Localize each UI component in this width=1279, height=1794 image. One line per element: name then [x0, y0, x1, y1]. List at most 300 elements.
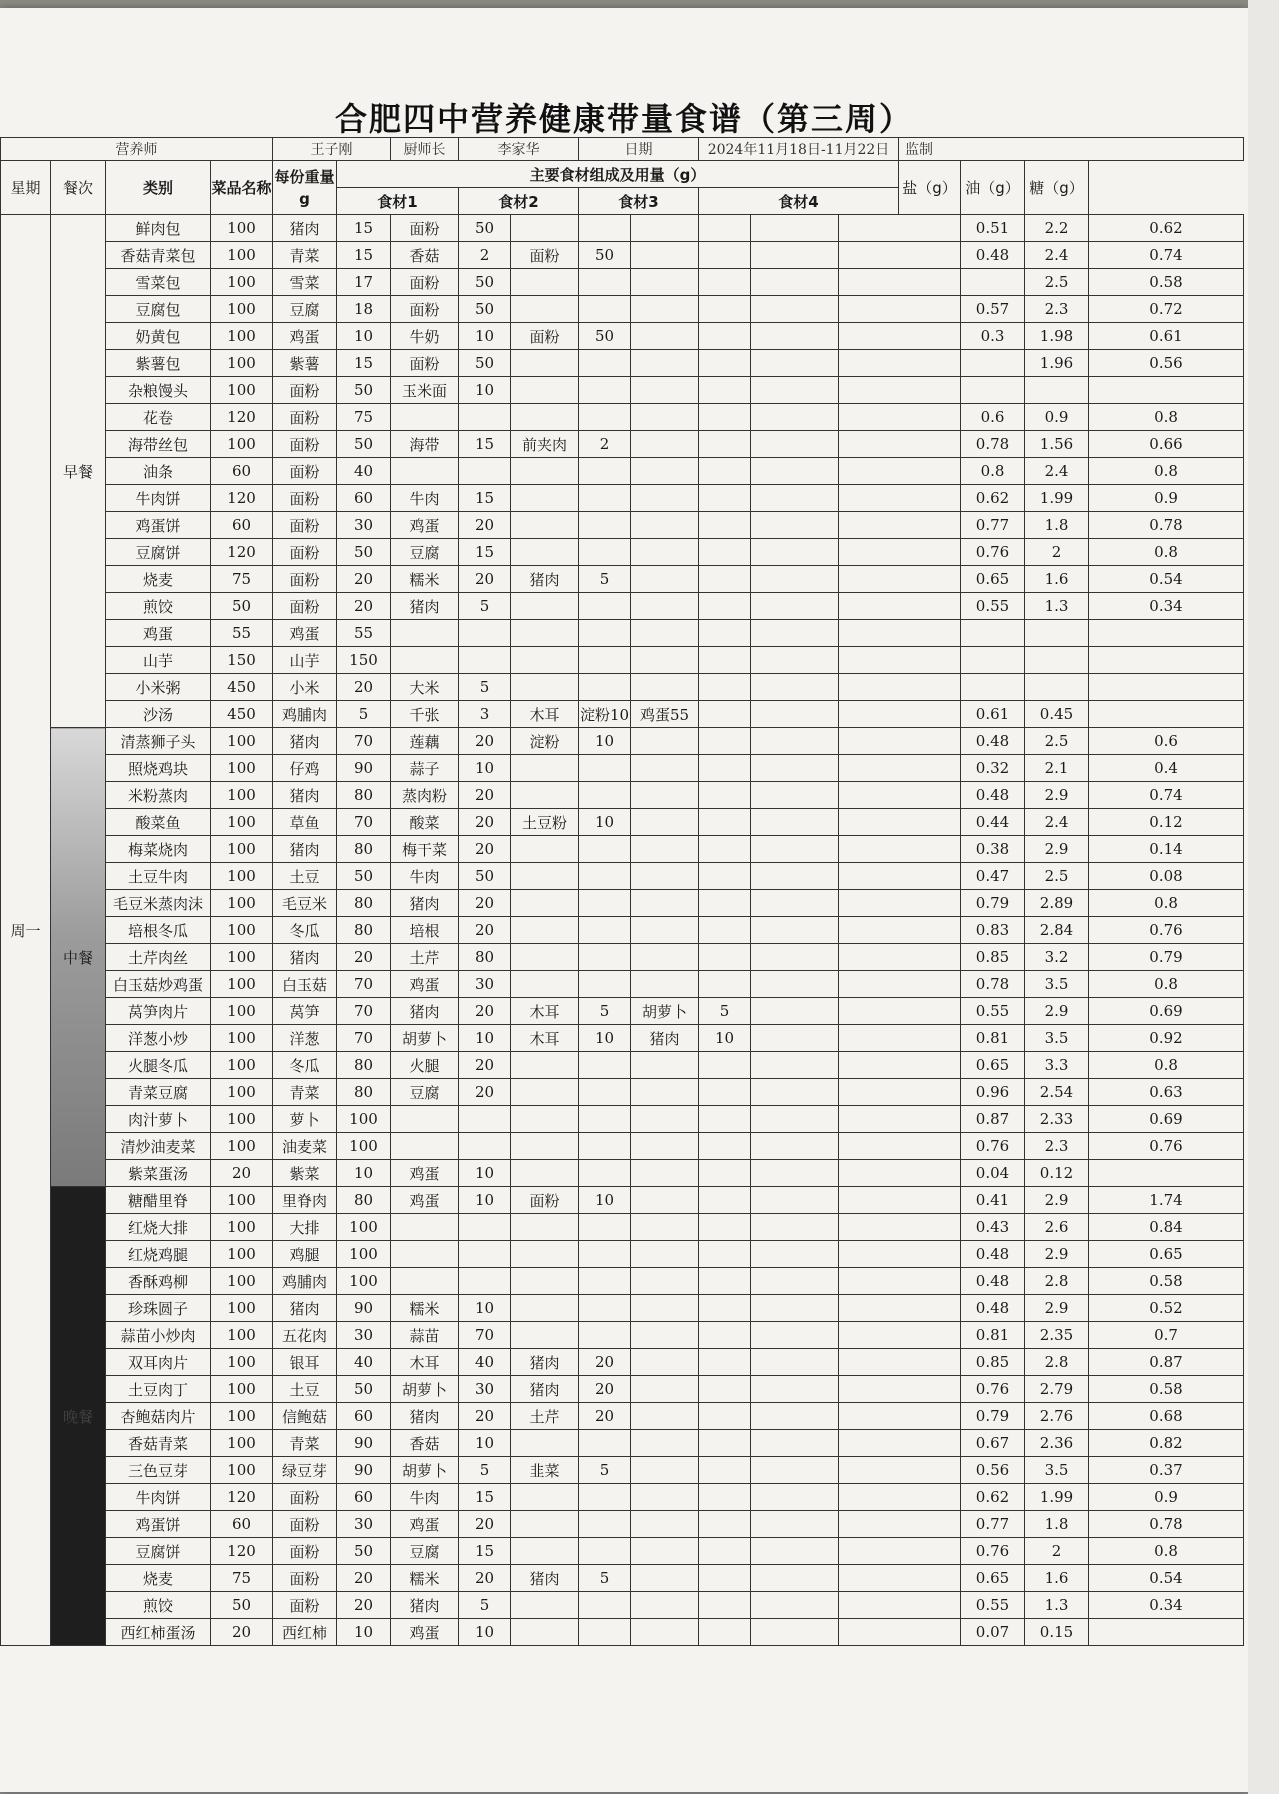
ingredient-4-name-cell [631, 377, 699, 404]
extra-1-cell [751, 728, 839, 755]
dish-name-cell: 杏鲍菇肉片 [106, 1403, 211, 1430]
ingredient-1-amount-cell: 50 [337, 431, 391, 458]
dish-name-cell: 肉汁萝卜 [106, 1106, 211, 1133]
ingredient-2-amount-cell: 80 [459, 944, 511, 971]
ingredient-3-amount-cell [579, 1538, 631, 1565]
ingredient-2-amount-cell: 10 [459, 1187, 511, 1214]
ingredient-4-amount-cell [699, 1349, 751, 1376]
extra-2-cell [839, 458, 961, 485]
portion-weight-cell: 120 [211, 1538, 273, 1565]
oil-value-cell: 1.99 [1025, 485, 1089, 512]
ingredient-4-amount-cell [699, 1457, 751, 1484]
ingredient-1-name-cell: 草鱼 [273, 809, 337, 836]
ingredient-2-name-cell: 糯米 [391, 1295, 459, 1322]
salt-value-cell: 0.87 [961, 1106, 1025, 1133]
ingredient-1-amount-cell: 20 [337, 566, 391, 593]
meal-cell: 早餐 [51, 215, 106, 728]
ingredient-1-amount-cell: 70 [337, 1025, 391, 1052]
oil-value-cell: 3.5 [1025, 971, 1089, 998]
ingredient-3-name-cell: 土芹 [511, 1403, 579, 1430]
ingredient-4-amount-cell [699, 458, 751, 485]
extra-2-cell [839, 674, 961, 701]
extra-1-cell [751, 566, 839, 593]
col-meal: 餐次 [51, 161, 106, 215]
extra-2-cell [839, 539, 961, 566]
ingredient-2-name-cell [391, 1214, 459, 1241]
ingredient-1-name-cell: 小米 [273, 674, 337, 701]
ingredient-4-name-cell [631, 836, 699, 863]
ingredient-3-name-cell: 淀粉 [511, 728, 579, 755]
ingredient-4-amount-cell [699, 512, 751, 539]
oil-value-cell: 2.54 [1025, 1079, 1089, 1106]
ingredient-2-amount-cell: 20 [459, 782, 511, 809]
ingredient-2-name-cell: 鸡蛋 [391, 1160, 459, 1187]
portion-weight-cell: 100 [211, 377, 273, 404]
salt-value-cell: 0.62 [961, 485, 1025, 512]
ingredient-2-amount-cell: 30 [459, 971, 511, 998]
ingredient-4-amount-cell [699, 242, 751, 269]
ingredient-1-name-cell: 面粉 [273, 485, 337, 512]
sugar-value-cell: 0.8 [1089, 539, 1244, 566]
ingredient-1-amount-cell: 15 [337, 242, 391, 269]
ingredient-2-amount-cell: 70 [459, 1322, 511, 1349]
ingredient-2-amount-cell: 10 [459, 323, 511, 350]
ingredient-1-amount-cell: 20 [337, 944, 391, 971]
dish-name-cell: 土豆牛肉 [106, 863, 211, 890]
ingredient-1-amount-cell: 18 [337, 296, 391, 323]
table-row [1, 890, 1244, 917]
oil-value-cell: 2.5 [1025, 269, 1089, 296]
salt-value-cell: 0.76 [961, 1376, 1025, 1403]
sugar-value-cell: 0.79 [1089, 944, 1244, 971]
extra-1-cell [751, 701, 839, 728]
ingredient-4-name-cell [631, 404, 699, 431]
extra-1-cell [751, 296, 839, 323]
ingredient-1-amount-cell: 50 [337, 1376, 391, 1403]
ingredient-2-amount-cell [459, 1214, 511, 1241]
extra-2-cell [839, 512, 961, 539]
ingredient-4-name-cell [631, 1052, 699, 1079]
ingredient-4-amount-cell [699, 890, 751, 917]
ingredient-4-amount-cell [699, 755, 751, 782]
table-row [1, 1079, 1244, 1106]
dish-name-cell: 紫菜蛋汤 [106, 1160, 211, 1187]
ingredient-1-amount-cell: 60 [337, 1403, 391, 1430]
dish-name-cell: 鸡蛋 [106, 620, 211, 647]
ingredient-3-name-cell [511, 1484, 579, 1511]
table-row [1, 647, 1244, 674]
table-row [1, 1349, 1244, 1376]
ingredient-1-amount-cell: 10 [337, 1160, 391, 1187]
ingredient-4-amount-cell [699, 674, 751, 701]
ingredient-3-name-cell: 猪肉 [511, 1349, 579, 1376]
ingredient-4-amount-cell [699, 404, 751, 431]
portion-weight-cell: 50 [211, 593, 273, 620]
sugar-value-cell: 0.08 [1089, 863, 1244, 890]
extra-1-cell [751, 863, 839, 890]
salt-value-cell: 0.79 [961, 890, 1025, 917]
ingredient-2-amount-cell [459, 1268, 511, 1295]
portion-weight-cell: 100 [211, 1430, 273, 1457]
extra-1-cell [751, 1268, 839, 1295]
ingredient-4-name-cell [631, 458, 699, 485]
extra-2-cell [839, 350, 961, 377]
ingredient-2-amount-cell: 15 [459, 539, 511, 566]
ingredient-2-amount-cell [459, 1106, 511, 1133]
salt-value-cell: 0.47 [961, 863, 1025, 890]
ingredient-2-name-cell: 火腿 [391, 1052, 459, 1079]
ingredient-1-amount-cell: 40 [337, 458, 391, 485]
dish-name-cell: 烧麦 [106, 566, 211, 593]
table-row [1, 1160, 1244, 1187]
ingredient-1-amount-cell: 70 [337, 971, 391, 998]
portion-weight-cell: 100 [211, 917, 273, 944]
sugar-value-cell: 0.6 [1089, 728, 1244, 755]
ingredient-2-name-cell: 酸菜 [391, 809, 459, 836]
ingredient-3-name-cell [511, 1511, 579, 1538]
extra-1-cell [751, 1133, 839, 1160]
ingredient-2-amount-cell: 20 [459, 566, 511, 593]
dish-name-cell: 洋葱小炒 [106, 1025, 211, 1052]
dish-name-cell: 鲜肉包 [106, 215, 211, 242]
oil-value-cell: 2.3 [1025, 1133, 1089, 1160]
ingredient-2-name-cell: 鸡蛋 [391, 1187, 459, 1214]
dish-name-cell: 清炒油麦菜 [106, 1133, 211, 1160]
extra-2-cell [839, 1133, 961, 1160]
extra-2-cell [839, 269, 961, 296]
ingredient-1-amount-cell: 90 [337, 1430, 391, 1457]
oil-value-cell: 2.33 [1025, 1106, 1089, 1133]
oil-value-cell: 1.98 [1025, 323, 1089, 350]
portion-weight-cell: 450 [211, 701, 273, 728]
ingredient-2-name-cell: 豆腐 [391, 1079, 459, 1106]
sugar-value-cell [1089, 647, 1244, 674]
extra-1-cell [751, 350, 839, 377]
table-row [1, 674, 1244, 701]
table-row [1, 701, 1244, 728]
ingredient-1-name-cell: 猪肉 [273, 782, 337, 809]
ingredient-2-amount-cell: 10 [459, 755, 511, 782]
extra-2-cell [839, 728, 961, 755]
ingredient-1-amount-cell: 60 [337, 485, 391, 512]
dish-name-cell: 沙汤 [106, 701, 211, 728]
ingredient-1-amount-cell: 80 [337, 782, 391, 809]
ingredient-2-amount-cell: 50 [459, 215, 511, 242]
ingredient-4-name-cell [631, 1214, 699, 1241]
ingredient-4-name-cell [631, 431, 699, 458]
extra-2-cell [839, 1592, 961, 1619]
ingredient-1-amount-cell: 80 [337, 836, 391, 863]
ingredient-1-name-cell: 山芋 [273, 647, 337, 674]
portion-weight-cell: 100 [211, 1079, 273, 1106]
ingredient-2-name-cell [391, 1106, 459, 1133]
extra-1-cell [751, 1241, 839, 1268]
extra-2-cell [839, 1241, 961, 1268]
ingredient-2-amount-cell: 20 [459, 917, 511, 944]
ingredient-4-amount-cell [699, 1403, 751, 1430]
ingredient-3-amount-cell: 20 [579, 1376, 631, 1403]
ingredient-2-name-cell: 鸡蛋 [391, 971, 459, 998]
portion-weight-cell: 120 [211, 485, 273, 512]
ingredient-2-amount-cell: 5 [459, 674, 511, 701]
col-weekday: 星期 [1, 161, 51, 215]
sugar-value-cell: 0.4 [1089, 755, 1244, 782]
table-row [1, 242, 1244, 269]
sugar-value-cell: 0.52 [1089, 1295, 1244, 1322]
ingredient-3-name-cell [511, 1106, 579, 1133]
ingredient-2-name-cell: 面粉 [391, 215, 459, 242]
ingredient-1-name-cell: 鸡脯肉 [273, 1268, 337, 1295]
ingredient-2-amount-cell: 15 [459, 1538, 511, 1565]
extra-1-cell [751, 539, 839, 566]
sugar-value-cell: 0.34 [1089, 593, 1244, 620]
ingredient-2-amount-cell: 10 [459, 377, 511, 404]
ingredient-3-amount-cell: 5 [579, 1457, 631, 1484]
ingredient-2-amount-cell: 10 [459, 1295, 511, 1322]
dish-name-cell: 香菇青菜 [106, 1430, 211, 1457]
extra-1-cell [751, 242, 839, 269]
extra-2-cell [839, 863, 961, 890]
ingredient-3-amount-cell [579, 377, 631, 404]
portion-weight-cell: 20 [211, 1160, 273, 1187]
extra-1-cell [751, 404, 839, 431]
ingredient-3-amount-cell: 2 [579, 431, 631, 458]
table-row [1, 1538, 1244, 1565]
ingredient-1-name-cell: 鸡蛋 [273, 620, 337, 647]
chef-label: 厨师长 [391, 138, 459, 161]
ingredient-4-amount-cell [699, 215, 751, 242]
ingredient-1-amount-cell: 100 [337, 1106, 391, 1133]
dish-name-cell: 香酥鸡柳 [106, 1268, 211, 1295]
table-row [1, 809, 1244, 836]
sugar-value-cell: 0.78 [1089, 1511, 1244, 1538]
ingredient-4-amount-cell [699, 809, 751, 836]
ingredient-1-name-cell: 鸡蛋 [273, 323, 337, 350]
salt-value-cell: 0.77 [961, 512, 1025, 539]
portion-weight-cell: 100 [211, 431, 273, 458]
ingredient-4-name-cell [631, 1187, 699, 1214]
extra-1-cell [751, 620, 839, 647]
ingredient-4-name-cell [631, 296, 699, 323]
extra-2-cell [839, 323, 961, 350]
ingredient-2-amount-cell [459, 1133, 511, 1160]
oil-value-cell: 2.4 [1025, 242, 1089, 269]
salt-value-cell: 0.57 [961, 296, 1025, 323]
table-row [1, 1241, 1244, 1268]
ingredient-3-amount-cell: 20 [579, 1403, 631, 1430]
ingredient-1-name-cell: 鸡脯肉 [273, 701, 337, 728]
ingredient-3-name-cell [511, 1052, 579, 1079]
oil-value-cell: 2.9 [1025, 998, 1089, 1025]
sugar-value-cell [1089, 701, 1244, 728]
salt-value-cell: 0.48 [961, 1295, 1025, 1322]
sugar-value-cell: 0.74 [1089, 782, 1244, 809]
ingredient-1-name-cell: 青菜 [273, 242, 337, 269]
ingredient-4-name-cell [631, 485, 699, 512]
dish-name-cell: 豆腐饼 [106, 539, 211, 566]
sugar-value-cell: 0.69 [1089, 998, 1244, 1025]
ingredient-4-amount-cell [699, 1187, 751, 1214]
extra-2-cell [839, 404, 961, 431]
ingredient-1-amount-cell: 50 [337, 1538, 391, 1565]
table-row [1, 1133, 1244, 1160]
extra-2-cell [839, 836, 961, 863]
ingredient-2-amount-cell [459, 458, 511, 485]
portion-weight-cell: 100 [211, 1457, 273, 1484]
extra-2-cell [839, 971, 961, 998]
salt-value-cell [961, 269, 1025, 296]
ingredient-4-name-cell [631, 323, 699, 350]
ingredient-4-amount-cell [699, 917, 751, 944]
ingredient-1-name-cell: 仔鸡 [273, 755, 337, 782]
oil-value-cell: 1.3 [1025, 1592, 1089, 1619]
sugar-value-cell: 0.54 [1089, 566, 1244, 593]
ingredient-4-amount-cell [699, 566, 751, 593]
sugar-value-cell: 0.8 [1089, 971, 1244, 998]
ingredient-2-amount-cell: 10 [459, 1430, 511, 1457]
sugar-value-cell [1089, 1619, 1244, 1646]
ingredient-3-amount-cell [579, 1619, 631, 1646]
ingredient-4-name-cell [631, 1295, 699, 1322]
ingredient-4-name-cell [631, 1133, 699, 1160]
ingredient-3-amount-cell [579, 458, 631, 485]
ingredient-3-name-cell [511, 539, 579, 566]
ingredient-3-amount-cell [579, 1484, 631, 1511]
ingredient-2-name-cell: 莲藕 [391, 728, 459, 755]
ingredient-4-name-cell [631, 944, 699, 971]
ingredient-3-name-cell: 猪肉 [511, 1565, 579, 1592]
ingredient-1-name-cell: 冬瓜 [273, 917, 337, 944]
extra-1-cell [751, 1295, 839, 1322]
portion-weight-cell: 100 [211, 1403, 273, 1430]
table-row [1, 485, 1244, 512]
dish-name-cell: 花卷 [106, 404, 211, 431]
ingredient-4-amount-cell [699, 323, 751, 350]
sugar-value-cell: 0.68 [1089, 1403, 1244, 1430]
ingredient-4-amount-cell [699, 350, 751, 377]
salt-value-cell: 0.78 [961, 431, 1025, 458]
ingredient-1-name-cell: 毛豆米 [273, 890, 337, 917]
dish-name-cell: 毛豆米蒸肉沫 [106, 890, 211, 917]
sugar-value-cell: 0.12 [1089, 809, 1244, 836]
oil-value-cell [1025, 674, 1089, 701]
oil-value-cell: 2.4 [1025, 809, 1089, 836]
ingredient-1-amount-cell: 20 [337, 1565, 391, 1592]
ingredient-2-amount-cell: 5 [459, 593, 511, 620]
oil-value-cell: 0.9 [1025, 404, 1089, 431]
ingredient-2-name-cell: 牛肉 [391, 863, 459, 890]
dish-name-cell: 青菜豆腐 [106, 1079, 211, 1106]
chef-name: 李家华 [459, 138, 579, 161]
extra-2-cell [839, 1457, 961, 1484]
ingredient-2-name-cell: 鸡蛋 [391, 512, 459, 539]
table-row [1, 863, 1244, 890]
ingredient-3-amount-cell [579, 647, 631, 674]
table-row [1, 377, 1244, 404]
sugar-value-cell: 0.58 [1089, 1376, 1244, 1403]
ingredient-2-amount-cell: 10 [459, 1619, 511, 1646]
oil-value-cell: 2.2 [1025, 215, 1089, 242]
sugar-value-cell [1089, 620, 1244, 647]
col-portion: 每份重量g [273, 161, 337, 215]
dish-name-cell: 山芋 [106, 647, 211, 674]
oil-value-cell: 2.89 [1025, 890, 1089, 917]
ingredient-3-amount-cell: 5 [579, 566, 631, 593]
dish-name-cell: 土芹肉丝 [106, 944, 211, 971]
oil-value-cell: 2.9 [1025, 1187, 1089, 1214]
ingredient-3-amount-cell [579, 1106, 631, 1133]
supervisor-label: 监制 [899, 138, 1244, 161]
table-row [1, 512, 1244, 539]
ingredient-2-amount-cell: 20 [459, 1403, 511, 1430]
ingredient-4-amount-cell [699, 1295, 751, 1322]
meal-cell: 中餐 [51, 728, 106, 1187]
ingredient-2-amount-cell: 50 [459, 296, 511, 323]
sugar-value-cell: 0.72 [1089, 296, 1244, 323]
extra-1-cell [751, 485, 839, 512]
salt-value-cell: 0.79 [961, 1403, 1025, 1430]
sugar-value-cell: 0.8 [1089, 1052, 1244, 1079]
table-row [1, 296, 1244, 323]
sugar-value-cell [1089, 377, 1244, 404]
ingredient-2-amount-cell [459, 404, 511, 431]
ingredient-4-amount-cell [699, 944, 751, 971]
dish-name-cell: 糖醋里脊 [106, 1187, 211, 1214]
salt-value-cell: 0.76 [961, 1133, 1025, 1160]
portion-weight-cell: 100 [211, 1322, 273, 1349]
ingredient-3-name-cell [511, 458, 579, 485]
sugar-value-cell: 0.69 [1089, 1106, 1244, 1133]
ingredient-3-amount-cell: 10 [579, 728, 631, 755]
ingredient-3-amount-cell: 50 [579, 323, 631, 350]
ingredient-1-amount-cell: 70 [337, 809, 391, 836]
ingredient-3-name-cell [511, 512, 579, 539]
ingredient-1-amount-cell: 100 [337, 1268, 391, 1295]
ingredient-3-name-cell [511, 917, 579, 944]
portion-weight-cell: 150 [211, 647, 273, 674]
extra-2-cell [839, 566, 961, 593]
ingredient-1-amount-cell: 40 [337, 1349, 391, 1376]
ingredient-3-amount-cell [579, 512, 631, 539]
ingredient-1-amount-cell: 20 [337, 1592, 391, 1619]
ingredient-3-amount-cell [579, 1052, 631, 1079]
ingredient-3-amount-cell [579, 1430, 631, 1457]
dish-name-cell: 酸菜鱼 [106, 809, 211, 836]
ingredient-3-amount-cell [579, 215, 631, 242]
oil-value-cell: 2.84 [1025, 917, 1089, 944]
ingredient-3-name-cell [511, 1214, 579, 1241]
ingredient-3-name-cell [511, 269, 579, 296]
ingredient-2-name-cell: 牛奶 [391, 323, 459, 350]
col-ingredients: 主要食材组成及用量（g） [337, 161, 899, 188]
dish-name-cell: 紫薯包 [106, 350, 211, 377]
extra-2-cell [839, 1160, 961, 1187]
ingredient-4-amount-cell [699, 782, 751, 809]
ingredient-2-name-cell: 胡萝卜 [391, 1376, 459, 1403]
ingredient-3-name-cell [511, 593, 579, 620]
ingredient-3-name-cell: 土豆粉 [511, 809, 579, 836]
table-row [1, 1457, 1244, 1484]
extra-2-cell [839, 485, 961, 512]
ingredient-1-name-cell: 面粉 [273, 458, 337, 485]
col-ingredient-2: 食材2 [459, 188, 579, 215]
page-edge [1248, 0, 1279, 1794]
sugar-value-cell: 0.8 [1089, 404, 1244, 431]
ingredient-3-amount-cell [579, 485, 631, 512]
sugar-value-cell: 1.74 [1089, 1187, 1244, 1214]
ingredient-3-name-cell: 猪肉 [511, 1376, 579, 1403]
ingredient-1-name-cell: 青菜 [273, 1430, 337, 1457]
